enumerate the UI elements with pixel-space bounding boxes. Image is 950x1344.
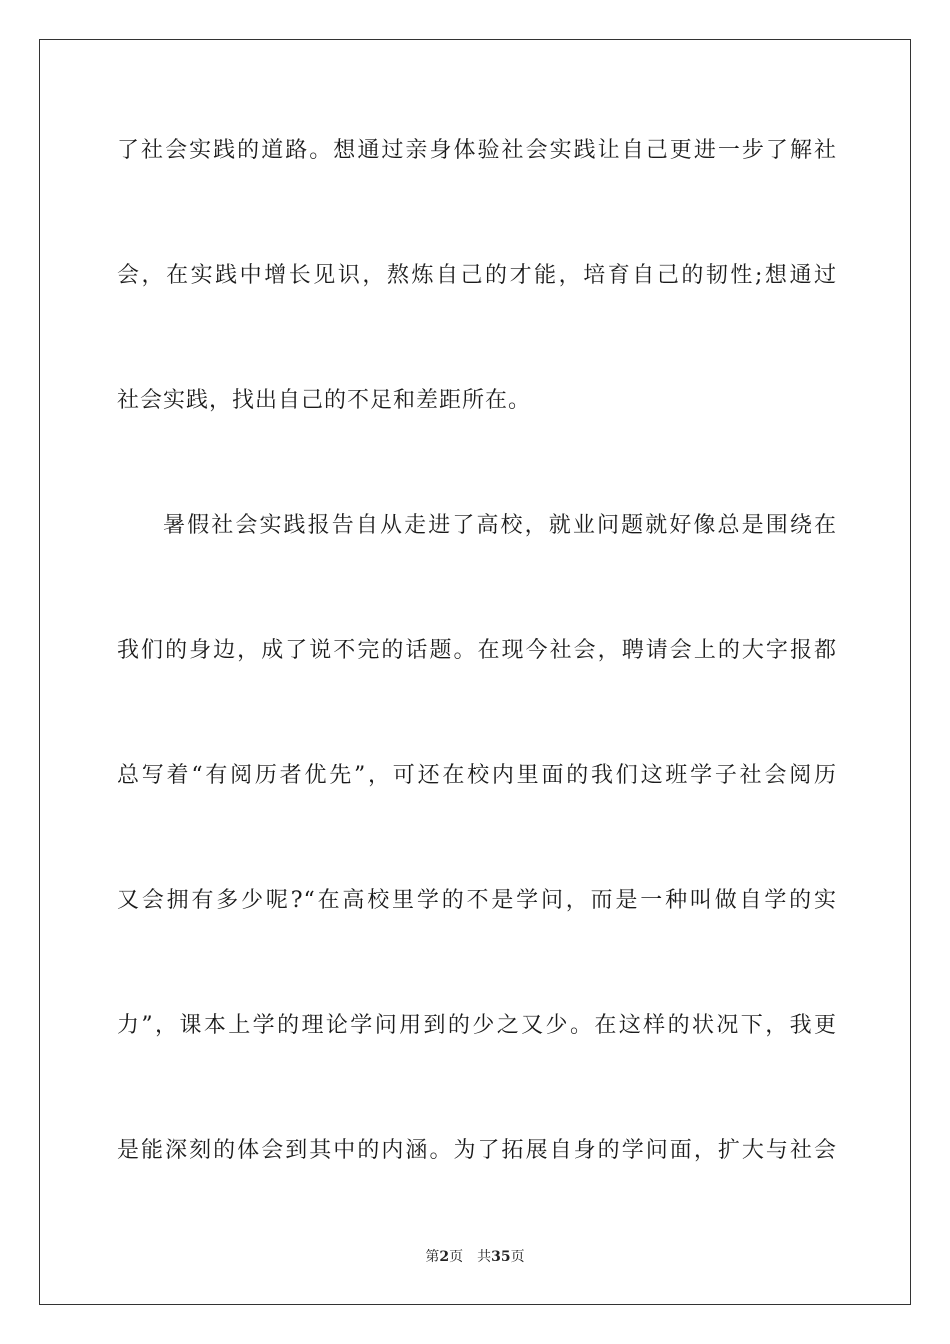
page-footer (0, 1248, 950, 1266)
paragraph-line-2: 会，在实践中增长见识，熬炼自己的才能，培育自己的韧性;想通过 (117, 263, 837, 288)
total-prefix: 共 (477, 1249, 492, 1265)
page-suffix: 页 (449, 1249, 464, 1265)
page-prefix: 第 (425, 1249, 440, 1265)
page-frame (39, 39, 911, 1305)
paragraph-line-1: 了社会实践的道路。想通过亲身体验社会实践让自己更进一步了解社 (117, 138, 837, 163)
paragraph-line-8: 力”，课本上学的理论学问用到的少之又少。在这样的状况下，我更 (117, 1013, 837, 1038)
total-pages: 35 (491, 1249, 511, 1265)
paragraph-line-4: 暑假社会实践报告自从走进了高校，就业问题就好像总是围绕在 (163, 513, 837, 538)
paragraph-line-9: 是能深刻的体会到其中的内涵。为了拓展自身的学问面，扩大与社会 (117, 1138, 837, 1163)
paragraph-line-6: 总写着“有阅历者优先”，可还在校内里面的我们这班学子社会阅历 (117, 763, 837, 788)
paragraph-line-5: 我们的身边，成了说不完的话题。在现今社会，聘请会上的大字报都 (117, 638, 837, 663)
paragraph-line-3: 社会实践，找出自己的不足和差距所在。 (117, 388, 532, 413)
page-number: 2 (439, 1249, 450, 1265)
paragraph-line-7: 又会拥有多少呢?“在高校里学的不是学问，而是一种叫做自学的实 (117, 888, 837, 913)
total-suffix: 页 (510, 1249, 525, 1265)
